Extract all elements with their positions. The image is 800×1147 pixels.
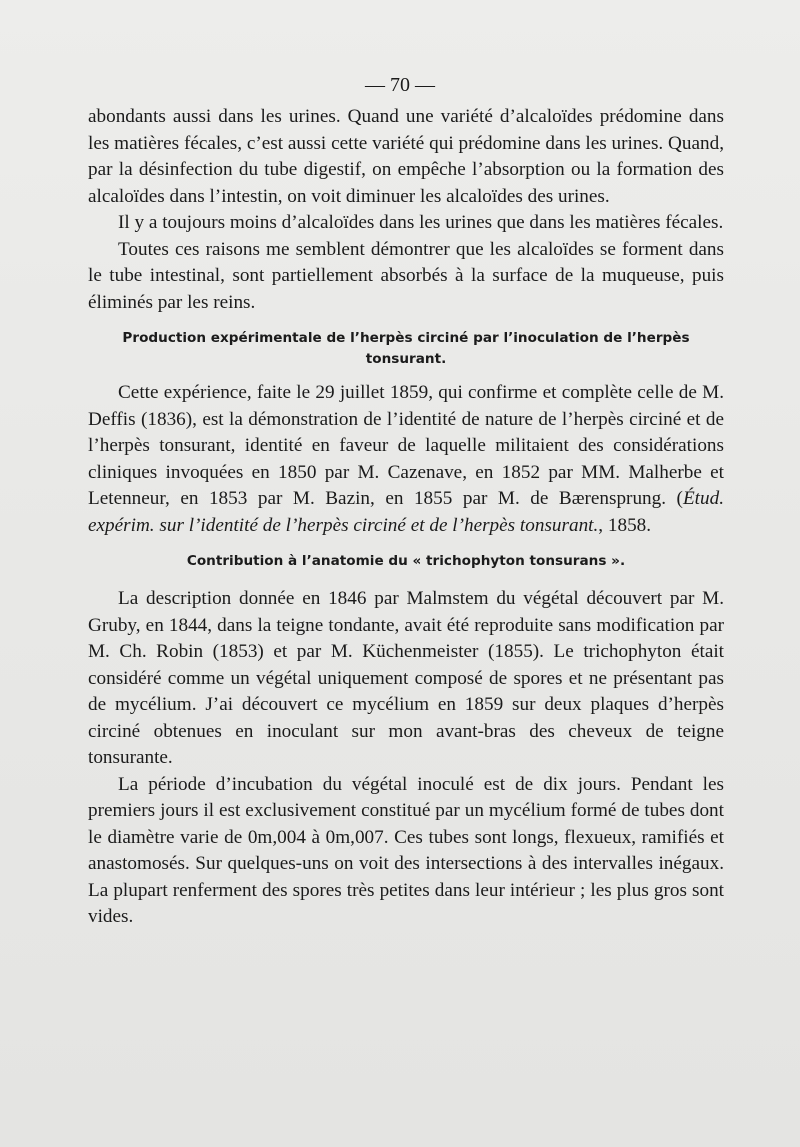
paragraph-fewer-alkaloids: Il y a toujours moins d’alcaloïdes dans les urines que dans les matières fécales. <box>118 212 724 233</box>
body-text <box>88 104 724 931</box>
paragraph-conclusion: Toutes ces raisons me semblent démontrer que les alcaloïdes se forment dans le tube intestinal, sont partiellement absorbés à la surface de la muqueuse, puis éliminés par les reins. <box>88 238 724 313</box>
paragraph-experiment <box>88 380 724 539</box>
section-heading-herpes: Production expérimentale de l’herpès circiné par l’inoculation de l’herpès tonsurant. <box>122 330 690 367</box>
experiment-citation-title: Étud. expérim. sur l’identité de l’herpès circiné et de l’herpès tonsurant. <box>88 488 724 536</box>
experiment-text: Cette expérience, faite le 29 juillet 1859, qui confirme et complète celle de M. Deffis (1836), est la démonstration de l’identité de nature de l’herpès circiné et de l’herpès tonsurant, identité en faveur de laquelle militaient des considérations cliniques invoquées en 1850 par M. Cazenave, en 1852 par MM. Malherbe et Letenneur, en 1853 par M. Bazin, en 1855 par M. de Bærensprung. ( <box>88 382 724 509</box>
experiment-citation-year: , 1858. <box>598 514 652 536</box>
page-number: — 70 — <box>365 74 435 96</box>
paragraph-description: La description donnée en 1846 par Malmstem du végétal découvert par M. Gruby, en 1844, dans la teigne tondante, avait été reproduite sans modification par M. Ch. Robin (1853) et par M. Küchenmeister (1855). Le trichophyton était considéré comme un végétal uniquement composé de spores et ne présentant pas de mycélium. J’ai découvert ce mycélium en 1859 sur deux plaques d’herpès circiné obtenues en inoculant sur mon avant-bras des cheveux de teigne tonsurante. <box>88 588 724 768</box>
paragraph-alkaloids-urine: abondants aussi dans les urines. Quand une variété d’alcaloïdes prédomine dans les matières fécales, c’est aussi cette variété qui prédomine dans les urines. Quand, par la désinfection du tube digestif, on empêche l’absorption ou la formation des alcaloïdes dans l’intestin, on voit diminuer les alcaloïdes des urines. <box>88 106 724 207</box>
paragraph-incubation: La période d’incubation du végétal inoculé est de dix jours. Pendant les premiers jours il est exclusivement constitué par un mycélium formé de tubes dont le diamètre varie de 0m,004 à 0m,007. Ces tubes sont longs, flexueux, ramifiés et anastomosés. Sur quelques-uns on voit des intersections à des intervalles inégaux. La plupart renferment des spores très petites dans leur intérieur ; les plus gros sont vides. <box>88 773 724 927</box>
section-heading-trichophyton: Contribution à l’anatomie du « trichophyton tonsurans ». <box>186 553 626 569</box>
